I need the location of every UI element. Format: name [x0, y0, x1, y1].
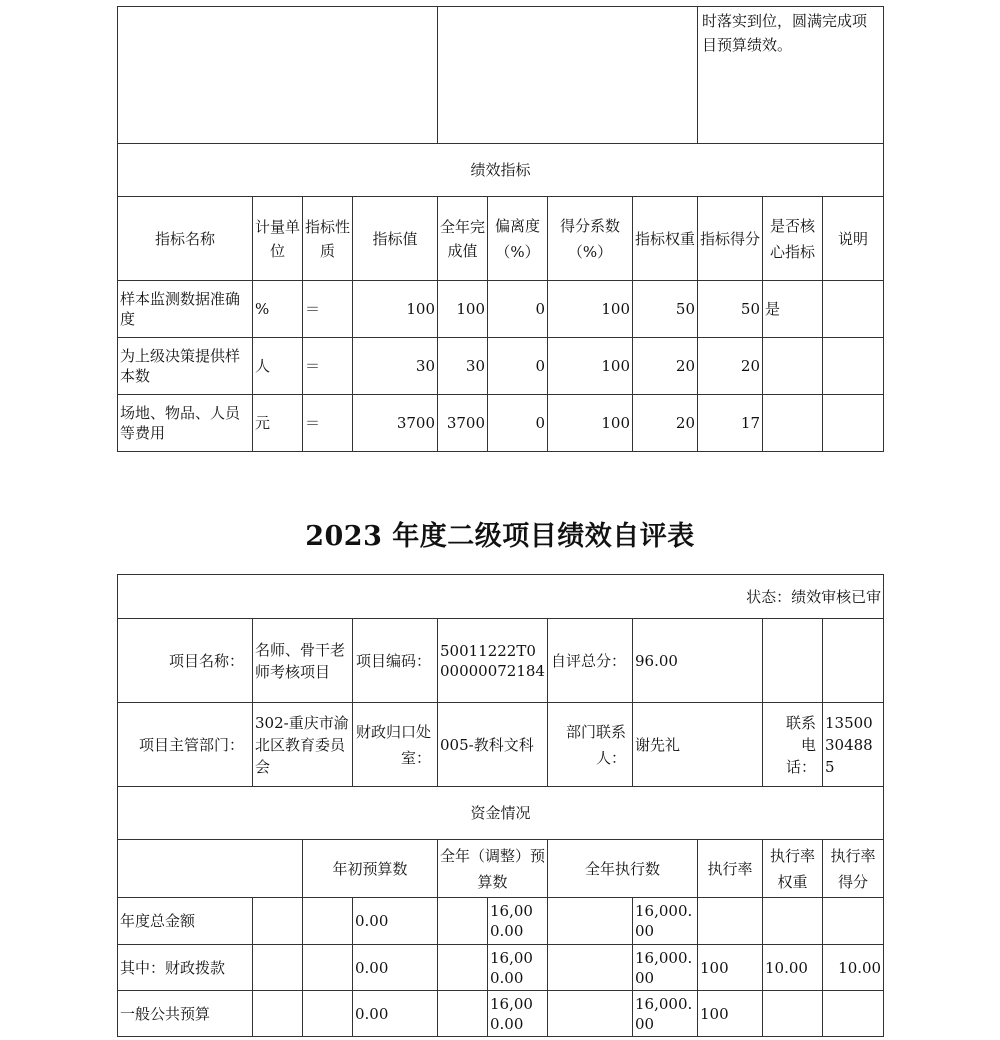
unit: 人 — [253, 338, 303, 395]
core-indicator — [763, 395, 823, 452]
table-row — [118, 945, 884, 991]
score-coefficient: 100 — [548, 395, 633, 452]
blank-cell — [253, 991, 303, 1037]
funds-title: 资金情况 — [118, 787, 884, 840]
score: 50 — [698, 281, 763, 338]
blank-cell — [118, 7, 438, 144]
adjusted-budget: 16,000.00 — [488, 991, 548, 1037]
blank-cell — [548, 991, 633, 1037]
section-header-row — [118, 144, 884, 197]
blank-cell — [253, 898, 303, 945]
header-cell: 指标名称 — [118, 197, 253, 281]
adjusted-budget: 16,000.00 — [488, 945, 548, 991]
executed-amount: 16,000.00 — [633, 898, 698, 945]
initial-budget: 0.00 — [353, 898, 438, 945]
header-cell: 全年（调整）预算数 — [438, 840, 548, 898]
blank-cell — [118, 840, 303, 898]
blank-cell — [253, 945, 303, 991]
deviation: 0 — [488, 281, 548, 338]
rate-weight — [763, 991, 823, 1037]
rate-score — [823, 898, 884, 945]
core-indicator: 是 — [763, 281, 823, 338]
indicator-name: 场地、物品、人员等费用 — [118, 395, 253, 452]
blank-cell — [438, 898, 488, 945]
table-row — [118, 338, 884, 395]
dept: 302-重庆市渝北区教育委员会 — [253, 703, 353, 787]
rate-weight: 10.00 — [763, 945, 823, 991]
header-cell: 全年执行数 — [548, 840, 698, 898]
initial-budget: 0.00 — [353, 945, 438, 991]
finance-office-label: 财政归口处室： — [353, 703, 438, 787]
self-evaluation-table — [117, 574, 884, 1037]
blank-cell — [303, 945, 353, 991]
deviation: 0 — [488, 395, 548, 452]
department-row — [118, 703, 884, 787]
fund-name: 一般公共预算 — [118, 991, 253, 1037]
status-text: 状态：绩效审核已审 — [118, 575, 884, 619]
self-score-label: 自评总分： — [548, 619, 633, 703]
executed-amount: 16,000.00 — [633, 945, 698, 991]
contact-label: 部门联系人： — [548, 703, 633, 787]
note — [823, 281, 884, 338]
header-cell: 指标权重 — [633, 197, 698, 281]
execution-rate: 100 — [698, 991, 763, 1037]
dept-label: 项目主管部门： — [118, 703, 253, 787]
target-value: 30 — [353, 338, 438, 395]
note — [823, 395, 884, 452]
target-value: 3700 — [353, 395, 438, 452]
nature: ＝ — [303, 281, 353, 338]
table-row — [118, 395, 884, 452]
finance-office: 005-教科文科 — [438, 703, 548, 787]
score-coefficient: 100 — [548, 281, 633, 338]
adjusted-budget: 16,000.00 — [488, 898, 548, 945]
deviation: 0 — [488, 338, 548, 395]
performance-indicator-table — [117, 6, 884, 452]
status-row — [118, 575, 884, 619]
table-row — [118, 898, 884, 945]
fund-column-header-row — [118, 840, 884, 898]
header-cell: 指标性质 — [303, 197, 353, 281]
actual-value: 30 — [438, 338, 488, 395]
execution-rate — [698, 898, 763, 945]
execution-rate: 100 — [698, 945, 763, 991]
header-cell: 执行率 — [698, 840, 763, 898]
header-cell: 指标得分 — [698, 197, 763, 281]
nature: ＝ — [303, 338, 353, 395]
actual-value: 100 — [438, 281, 488, 338]
header-cell: 是否核心指标 — [763, 197, 823, 281]
table-row — [118, 991, 884, 1037]
header-cell: 年初预算数 — [303, 840, 438, 898]
weight: 20 — [633, 395, 698, 452]
header-cell: 全年完成值 — [438, 197, 488, 281]
rate-score — [823, 991, 884, 1037]
score: 20 — [698, 338, 763, 395]
indicator-header-row — [118, 197, 884, 281]
blank-cell — [823, 619, 884, 703]
project-code: 50011222T000000072184 — [438, 619, 548, 703]
initial-budget: 0.00 — [353, 991, 438, 1037]
unit: 元 — [253, 395, 303, 452]
weight: 50 — [633, 281, 698, 338]
actual-value: 3700 — [438, 395, 488, 452]
unit: % — [253, 281, 303, 338]
self-score: 96.00 — [633, 619, 763, 703]
carryover-row — [118, 7, 884, 144]
header-cell: 说明 — [823, 197, 884, 281]
rate-weight — [763, 898, 823, 945]
project-row — [118, 619, 884, 703]
header-cell: 计量单位 — [253, 197, 303, 281]
project-code-label: 项目编码： — [353, 619, 438, 703]
fund-name: 其中：财政拨款 — [118, 945, 253, 991]
blank-cell — [548, 945, 633, 991]
header-cell: 执行率权重 — [763, 840, 823, 898]
blank-cell — [303, 898, 353, 945]
header-cell: 得分系数（%） — [548, 197, 633, 281]
blank-cell — [548, 898, 633, 945]
blank-cell — [438, 945, 488, 991]
weight: 20 — [633, 338, 698, 395]
executed-amount: 16,000.00 — [633, 991, 698, 1037]
indicator-name: 样本监测数据准确度 — [118, 281, 253, 338]
contact: 谢先礼 — [633, 703, 763, 787]
carryover-text: 时落实到位，圆满完成项目预算绩效。 — [698, 7, 884, 144]
note — [823, 338, 884, 395]
phone-label: 联系电话： — [763, 703, 823, 787]
funds-header-row — [118, 787, 884, 840]
phone: 13500304885 — [823, 703, 884, 787]
nature: ＝ — [303, 395, 353, 452]
core-indicator — [763, 338, 823, 395]
project-name-label: 项目名称： — [118, 619, 253, 703]
score-coefficient: 100 — [548, 338, 633, 395]
blank-cell — [438, 991, 488, 1037]
form-title: 2023 年度二级项目绩效自评表 — [305, 521, 695, 552]
table-row — [118, 281, 884, 338]
header-cell: 执行率得分 — [823, 840, 884, 898]
blank-cell — [763, 619, 823, 703]
score: 17 — [698, 395, 763, 452]
indicator-name: 为上级决策提供样本数 — [118, 338, 253, 395]
project-name: 名师、骨干老师考核项目 — [253, 619, 353, 703]
target-value: 100 — [353, 281, 438, 338]
section-title: 绩效指标 — [118, 144, 884, 197]
header-cell: 指标值 — [353, 197, 438, 281]
blank-cell — [438, 7, 698, 144]
header-cell: 偏离度（%） — [488, 197, 548, 281]
fund-name: 年度总金额 — [118, 898, 253, 945]
rate-score: 10.00 — [823, 945, 884, 991]
blank-cell — [303, 991, 353, 1037]
